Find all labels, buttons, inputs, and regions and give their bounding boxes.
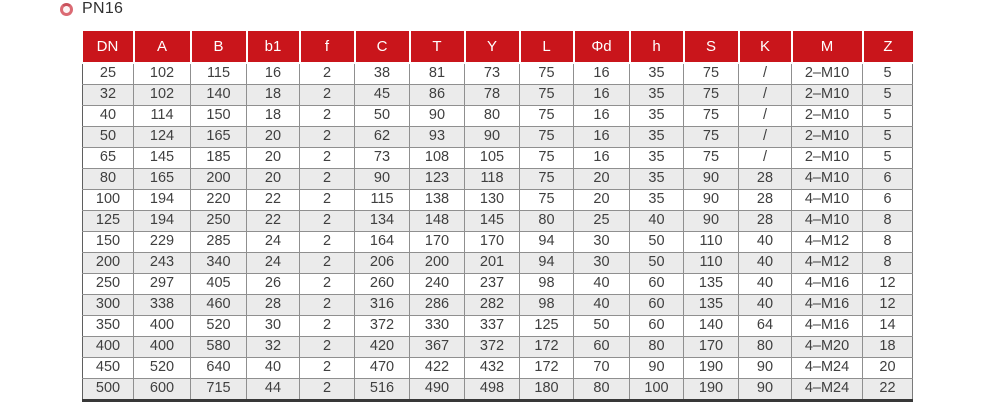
table-cell: 22	[863, 379, 913, 401]
table-cell: 14	[863, 316, 913, 337]
table-row	[83, 169, 913, 190]
table-cell: 94	[520, 253, 574, 274]
table-cell: 18	[863, 337, 913, 358]
column-header-T: T	[410, 31, 465, 63]
table-cell: 4–M16	[792, 274, 863, 295]
table-cell: 432	[465, 358, 520, 379]
table-cell: 123	[410, 169, 465, 190]
table-cell: 75	[684, 63, 739, 85]
column-header-Z: Z	[863, 31, 913, 63]
table-cell: 16	[574, 85, 630, 106]
table-row	[83, 295, 913, 316]
table-cell: 450	[83, 358, 134, 379]
column-header-b1: b1	[247, 31, 300, 63]
table-cell: 4–M10	[792, 169, 863, 190]
dimension-spec-table	[82, 31, 913, 402]
table-cell: 16	[247, 63, 300, 85]
table-row	[83, 316, 913, 337]
table-cell: 172	[520, 358, 574, 379]
table-cell: 190	[684, 358, 739, 379]
table-cell: 98	[520, 274, 574, 295]
table-cell: 35	[630, 127, 684, 148]
table-cell: 2	[300, 379, 355, 401]
table-cell: 50	[574, 316, 630, 337]
table-cell: 140	[191, 85, 247, 106]
column-header-M: M	[792, 31, 863, 63]
table-cell: 40	[247, 358, 300, 379]
table-cell: 367	[410, 337, 465, 358]
table-cell: 28	[739, 169, 792, 190]
table-cell: 516	[355, 379, 410, 401]
table-cell: 2	[300, 211, 355, 232]
table-cell: 715	[191, 379, 247, 401]
table-cell: 260	[355, 274, 410, 295]
table-cell: 108	[410, 148, 465, 169]
column-header-DN: DN	[83, 31, 134, 63]
table-row	[83, 211, 913, 232]
table-cell: 65	[83, 148, 134, 169]
table-cell: 50	[355, 106, 410, 127]
table-cell: 75	[684, 106, 739, 127]
table-cell: 237	[465, 274, 520, 295]
table-cell: 16	[574, 63, 630, 85]
table-cell: 498	[465, 379, 520, 401]
table-cell: 4–M12	[792, 232, 863, 253]
table-cell: 115	[191, 63, 247, 85]
table-cell: /	[739, 106, 792, 127]
table-cell: 60	[630, 316, 684, 337]
table-cell: 316	[355, 295, 410, 316]
table-cell: 4–M24	[792, 358, 863, 379]
table-cell: 73	[355, 148, 410, 169]
table-cell: 180	[520, 379, 574, 401]
table-cell: 350	[83, 316, 134, 337]
table-cell: 118	[465, 169, 520, 190]
table-cell: 470	[355, 358, 410, 379]
pn-rating-label: PN16	[82, 0, 124, 17]
table-cell: 2	[300, 63, 355, 85]
table-cell: 16	[574, 148, 630, 169]
table-cell: 520	[134, 358, 191, 379]
table-cell: 90	[355, 169, 410, 190]
table-cell: 75	[520, 85, 574, 106]
table-cell: 2	[300, 253, 355, 274]
table-cell: 40	[574, 274, 630, 295]
table-cell: 28	[739, 211, 792, 232]
table-row	[83, 379, 913, 401]
table-cell: 90	[739, 379, 792, 401]
table-cell: 2–M10	[792, 63, 863, 85]
table-cell: 80	[574, 379, 630, 401]
column-header-A: A	[134, 31, 191, 63]
table-cell: 580	[191, 337, 247, 358]
table-cell: 285	[191, 232, 247, 253]
table-cell: 4–M24	[792, 379, 863, 401]
table-cell: 138	[410, 190, 465, 211]
table-cell: 75	[684, 127, 739, 148]
table-cell: 170	[410, 232, 465, 253]
table-cell: /	[739, 85, 792, 106]
table-cell: 25	[83, 63, 134, 85]
table-cell: 16	[574, 106, 630, 127]
table-cell: 40	[630, 211, 684, 232]
table-cell: 2	[300, 127, 355, 148]
table-cell: 20	[574, 169, 630, 190]
table-cell: 200	[191, 169, 247, 190]
table-cell: 18	[247, 106, 300, 127]
table-cell: 93	[410, 127, 465, 148]
table-cell: 24	[247, 253, 300, 274]
table-cell: 420	[355, 337, 410, 358]
table-cell: 45	[355, 85, 410, 106]
table-cell: 4–M16	[792, 295, 863, 316]
table-cell: 5	[863, 127, 913, 148]
table-cell: 135	[684, 295, 739, 316]
table-cell: 145	[134, 148, 191, 169]
table-cell: 5	[863, 148, 913, 169]
table-cell: 114	[134, 106, 191, 127]
table-cell: 70	[574, 358, 630, 379]
table-cell: 75	[520, 63, 574, 85]
table-row	[83, 253, 913, 274]
table-cell: 75	[520, 106, 574, 127]
column-header-h: h	[630, 31, 684, 63]
table-cell: 78	[465, 85, 520, 106]
table-cell: 297	[134, 274, 191, 295]
table-row	[83, 274, 913, 295]
column-header-f: f	[300, 31, 355, 63]
table-cell: 340	[191, 253, 247, 274]
table-cell: 35	[630, 169, 684, 190]
table-cell: 75	[520, 127, 574, 148]
table-row	[83, 63, 913, 85]
table-cell: 2	[300, 316, 355, 337]
table-cell: 330	[410, 316, 465, 337]
table-cell: 40	[739, 274, 792, 295]
table-cell: 40	[574, 295, 630, 316]
table-cell: 16	[574, 127, 630, 148]
table-cell: 5	[863, 63, 913, 85]
table-cell: 194	[134, 190, 191, 211]
table-cell: 5	[863, 85, 913, 106]
table-cell: 40	[739, 232, 792, 253]
table-cell: 220	[191, 190, 247, 211]
table-cell: 4–M20	[792, 337, 863, 358]
table-cell: 90	[684, 169, 739, 190]
table-cell: 282	[465, 295, 520, 316]
table-cell: /	[739, 63, 792, 85]
table-cell: 185	[191, 148, 247, 169]
table-cell: 2–M10	[792, 127, 863, 148]
table-row	[83, 85, 913, 106]
table-cell: 32	[83, 85, 134, 106]
table-cell: 600	[134, 379, 191, 401]
table-cell: 32	[247, 337, 300, 358]
table-cell: 190	[684, 379, 739, 401]
table-cell: 90	[630, 358, 684, 379]
table-cell: 80	[465, 106, 520, 127]
table-cell: 22	[247, 211, 300, 232]
table-cell: 2–M10	[792, 148, 863, 169]
table-cell: 2–M10	[792, 106, 863, 127]
table-cell: 75	[520, 190, 574, 211]
table-cell: 148	[410, 211, 465, 232]
table-cell: 229	[134, 232, 191, 253]
column-header-Y: Y	[465, 31, 520, 63]
table-cell: 50	[630, 232, 684, 253]
table-cell: 170	[465, 232, 520, 253]
table-cell: 40	[739, 295, 792, 316]
table-cell: 100	[83, 190, 134, 211]
table-cell: 35	[630, 190, 684, 211]
table-cell: 134	[355, 211, 410, 232]
column-header-B: B	[191, 31, 247, 63]
table-cell: 4–M16	[792, 316, 863, 337]
table-cell: 115	[355, 190, 410, 211]
table-cell: 240	[410, 274, 465, 295]
table-cell: 102	[134, 63, 191, 85]
table-cell: 60	[574, 337, 630, 358]
table-cell: 30	[247, 316, 300, 337]
table-header-row	[83, 31, 913, 63]
table-cell: 40	[739, 253, 792, 274]
table-cell: 18	[247, 85, 300, 106]
column-header-L: L	[520, 31, 574, 63]
ring-bullet-icon	[60, 3, 73, 16]
table-cell: 372	[465, 337, 520, 358]
table-cell: 2–M10	[792, 85, 863, 106]
column-header-K: K	[739, 31, 792, 63]
table-cell: 400	[83, 337, 134, 358]
table-cell: 172	[520, 337, 574, 358]
table-cell: 6	[863, 190, 913, 211]
table-cell: 81	[410, 63, 465, 85]
table-cell: 22	[247, 190, 300, 211]
table-cell: 125	[83, 211, 134, 232]
table-cell: 24	[247, 232, 300, 253]
table-cell: 90	[465, 127, 520, 148]
table-row	[83, 190, 913, 211]
table-cell: 286	[410, 295, 465, 316]
table-cell: 200	[83, 253, 134, 274]
table-cell: 35	[630, 148, 684, 169]
table-cell: 243	[134, 253, 191, 274]
table-cell: 140	[684, 316, 739, 337]
table-cell: 400	[134, 316, 191, 337]
table-cell: 200	[410, 253, 465, 274]
column-header-C: C	[355, 31, 410, 63]
table-cell: 400	[134, 337, 191, 358]
table-cell: 110	[684, 232, 739, 253]
table-cell: 73	[465, 63, 520, 85]
table-cell: 8	[863, 253, 913, 274]
table-cell: 206	[355, 253, 410, 274]
table-row	[83, 106, 913, 127]
table-cell: 75	[684, 85, 739, 106]
table-cell: 44	[247, 379, 300, 401]
table-cell: 520	[191, 316, 247, 337]
table-cell: 338	[134, 295, 191, 316]
table-cell: 250	[191, 211, 247, 232]
table-cell: 80	[83, 169, 134, 190]
table-cell: 194	[134, 211, 191, 232]
table-cell: 201	[465, 253, 520, 274]
table-cell: 2	[300, 295, 355, 316]
table-cell: 20	[863, 358, 913, 379]
table-cell: 2	[300, 190, 355, 211]
table-row	[83, 358, 913, 379]
table-cell: 164	[355, 232, 410, 253]
table-cell: 100	[630, 379, 684, 401]
table-cell: 4–M10	[792, 190, 863, 211]
table-cell: 124	[134, 127, 191, 148]
table-cell: 300	[83, 295, 134, 316]
table-cell: 90	[684, 211, 739, 232]
table-cell: 490	[410, 379, 465, 401]
table-cell: /	[739, 148, 792, 169]
table-row	[83, 232, 913, 253]
table-cell: 2	[300, 85, 355, 106]
table-cell: 75	[684, 148, 739, 169]
table-cell: 12	[863, 295, 913, 316]
table-cell: 90	[410, 106, 465, 127]
table-cell: 8	[863, 211, 913, 232]
table-cell: 20	[247, 148, 300, 169]
table-cell: 75	[520, 148, 574, 169]
table-row	[83, 148, 913, 169]
table-row	[83, 127, 913, 148]
table-cell: 337	[465, 316, 520, 337]
table-cell: 62	[355, 127, 410, 148]
table-cell: 80	[630, 337, 684, 358]
table-cell: 28	[247, 295, 300, 316]
table-cell: 20	[247, 127, 300, 148]
table-cell: 405	[191, 274, 247, 295]
table-cell: 250	[83, 274, 134, 295]
column-header-Φd: Φd	[574, 31, 630, 63]
table-cell: 12	[863, 274, 913, 295]
table-cell: 105	[465, 148, 520, 169]
table-cell: 4–M12	[792, 253, 863, 274]
pn-rating-heading	[60, 0, 123, 18]
table-cell: /	[739, 127, 792, 148]
table-cell: 102	[134, 85, 191, 106]
table-cell: 60	[630, 295, 684, 316]
table-cell: 165	[134, 169, 191, 190]
table-cell: 2	[300, 337, 355, 358]
table-cell: 150	[83, 232, 134, 253]
table-cell: 372	[355, 316, 410, 337]
table-cell: 50	[83, 127, 134, 148]
table-cell: 125	[520, 316, 574, 337]
table-cell: 25	[574, 211, 630, 232]
table-cell: 8	[863, 232, 913, 253]
table-cell: 422	[410, 358, 465, 379]
table-cell: 130	[465, 190, 520, 211]
table-cell: 86	[410, 85, 465, 106]
table-cell: 2	[300, 106, 355, 127]
table-cell: 2	[300, 358, 355, 379]
table-cell: 90	[739, 358, 792, 379]
table-cell: 145	[465, 211, 520, 232]
table-cell: 135	[684, 274, 739, 295]
table-cell: 2	[300, 169, 355, 190]
table-cell: 30	[574, 253, 630, 274]
table-cell: 80	[520, 211, 574, 232]
table-cell: 110	[684, 253, 739, 274]
table-cell: 20	[247, 169, 300, 190]
table-cell: 26	[247, 274, 300, 295]
table-cell: 20	[574, 190, 630, 211]
table-cell: 30	[574, 232, 630, 253]
table-cell: 35	[630, 85, 684, 106]
table-cell: 2	[300, 232, 355, 253]
table-cell: 90	[684, 190, 739, 211]
table-cell: 460	[191, 295, 247, 316]
table-row	[83, 337, 913, 358]
column-header-S: S	[684, 31, 739, 63]
table-cell: 5	[863, 106, 913, 127]
table-cell: 98	[520, 295, 574, 316]
table-cell: 94	[520, 232, 574, 253]
table-cell: 75	[520, 169, 574, 190]
table-cell: 38	[355, 63, 410, 85]
table-cell: 80	[739, 337, 792, 358]
table-cell: 2	[300, 274, 355, 295]
table-cell: 35	[630, 63, 684, 85]
table-cell: 35	[630, 106, 684, 127]
table-cell: 60	[630, 274, 684, 295]
table-cell: 4–M10	[792, 211, 863, 232]
table-cell: 640	[191, 358, 247, 379]
table-cell: 170	[684, 337, 739, 358]
table-cell: 2	[300, 148, 355, 169]
table-cell: 40	[83, 106, 134, 127]
table-cell: 6	[863, 169, 913, 190]
table-cell: 64	[739, 316, 792, 337]
table-cell: 50	[630, 253, 684, 274]
table-cell: 165	[191, 127, 247, 148]
table-cell: 150	[191, 106, 247, 127]
table-cell: 500	[83, 379, 134, 401]
table-cell: 28	[739, 190, 792, 211]
